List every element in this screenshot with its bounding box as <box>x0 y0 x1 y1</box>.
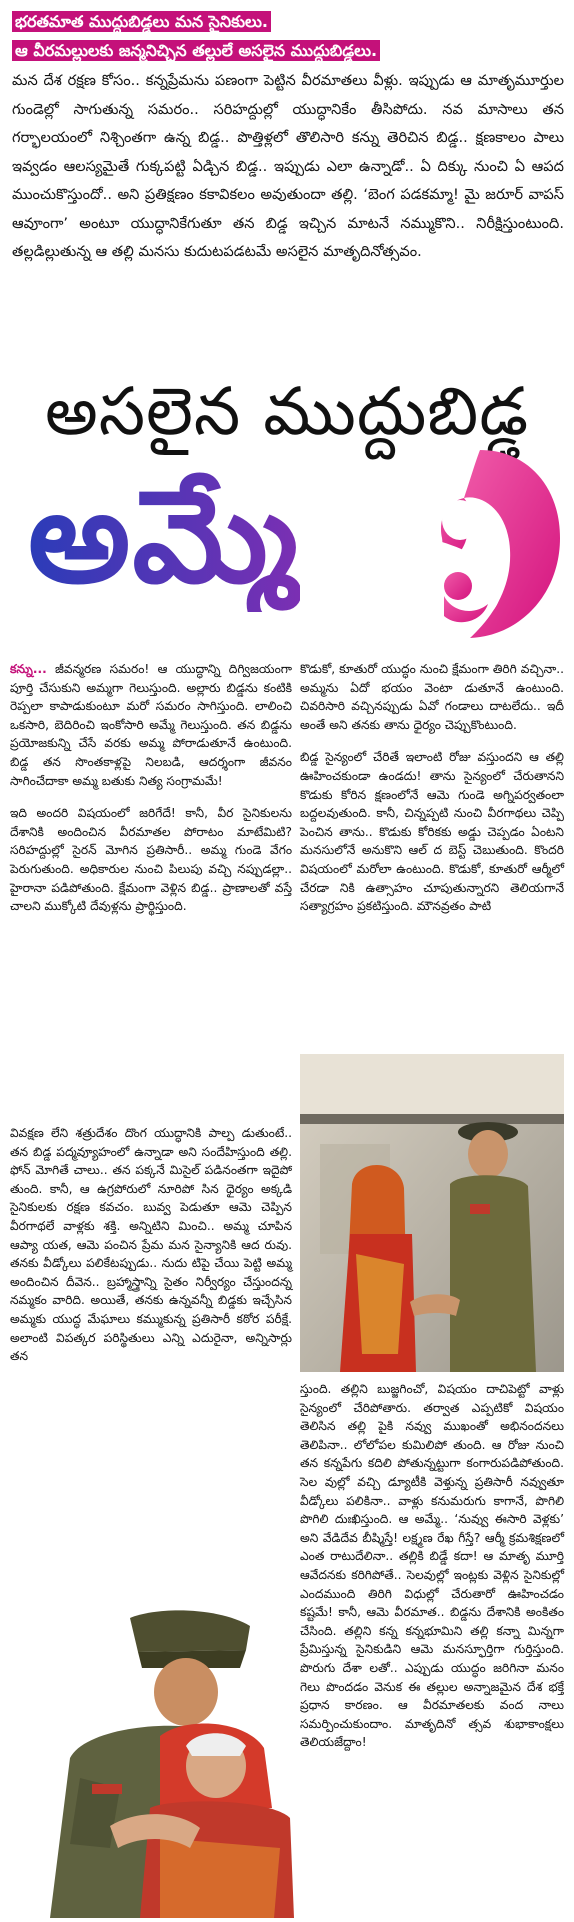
intro-highlight-1: భరతమాత ముద్దుబిడ్డలు మన సైనికులు. <box>12 11 271 32</box>
mother-soldier-station-photo <box>300 1054 564 1372</box>
article-intro <box>12 8 564 267</box>
intro-body: మన దేశ రక్షణ కోసం.. కన్నప్రేమను పణంగా పెట్టిన వీరమాతలు వీళ్లు. ఇప్పుడు ఆ మాతృమూర్తుల గుండెల్లో సాగుతున్న సమరం.. సరిహద్దుల్లో యుద్ధానికేం తీసిపోదు. నవ మాసాలు తన గర్భాలయంలో నిశ్చింతగా ఉన్న బిడ్డ.. పొత్తిళ్లలో తొలిసారి కన్ను తెరిచిన బిడ్డ.. క్షణకాలం పాలు ఇవ్వడం ఆలస్యమైతే గుక్కపట్టి ఏడ్చిన బిడ్డ.. ఇప్పుడు ఎలా ఉన్నాడో.. ఏ దిక్కు నుంచి ఏ ఆపద ముంచుకొస్తుందో.. అని ప్రతిక్షణం కకావికలం అవుతుందా తల్లి. ‘బెంగ పడకమ్మా! మై జరూర్‌ వాపస్‌ ఆవూంగా’ అంటూ యుద్ధానికేగుతూ తన బిడ్డ ఇచ్చిన మాటనే నమ్ముకొని.. నిరీక్షిస్తుంటుంది. తల్లడిల్లుతున్న ఆ తల్లి మనసు కుదుటపడటమే అసలైన మాతృదినోత్సవం. <box>12 72 564 260</box>
headline-line-2 <box>28 458 408 618</box>
left-paragraph-2: ఇది అందరి విషయంలో జరిగేదే! కానీ, వీర సైనికులను దేశానికి అందించిన వీరమాతల పోరాటం మాటేమిటి? సరిహద్దుల్లో సైరన్‌ మోగిన ప్రతిసారీ.. అమ్మ గుండె వేగం పెరుగుతుంది. అధికారుల నుంచి పిలుపు వచ్చి నప్పుడల్లా.. హైరానా పడిపోతుంది. క్షేమంగా వెళ్లిన బిడ్డ.. ప్రాణాలతో వస్తే చాలని ముక్కోటి దేవుళ్లను ప్రార్థిస్తుంది. <box>10 806 292 914</box>
left-paragraph-3: వివక్షణ లేని శత్రుదేశం దొంగ యుద్ధానికి పాల్ప డుతుంటే.. తన బిడ్డ పద్మవ్యూహంలో ఉన్నాడా అని సందేహిస్తుంది తల్లి. ఫోన్‌ మోగితే చాలు.. తన పక్కనే మిసైల్‌ పడినంతగా ఇదైపో తుంది. కానీ, ఆ ఉగ్రపోరులో నూరిపో సిన ధైర్యం అక్కడి సైనికులకు రక్షణ కవచం. బువ్వ పెడుతూ ఆమె చెప్పిన వీరగాథలే వాళ్లకు శక్తి. అన్నిటిని మించి.. అమ్మ చూపిన ఆప్యా యత, ఆమె పంచిన ప్రేమ మన సైన్యానికి ఆద రువు. తనకు వీడ్కోలు పలికేటప్పుడు.. నుదు టిపై చేయి పెట్టి అమ్మ అందించిన దీవెన.. బ్రహ్మాస్త్రాన్ని సైతం నిర్వీర్యం చేస్తుందన్న నమ్మకం వారిది. అయితే, తనకు ఉన్నవన్నీ బిడ్డకు ఇచ్చేసిన అమ్మకు యుద్ధ మేఘాలు కమ్ముకున్న ప్రతిసారీ కఠోర పరీక్షే. అలాంటి విపత్కర పరిస్థితులు ఎన్ని ఎదురైనా, అన్నిసార్లు తన <box>10 1126 292 1364</box>
soldier-hugging-mother-photo <box>10 1608 300 1918</box>
right-paragraph-3: స్తుంది. తల్లిని బుజ్జగించో, విషయం దాచిపెట్టో వాళ్లు సైన్యంలో చేరిపోతారు. తర్వాత ఎప్పటికో విషయం తెలిసిన తల్లి పైకి నవ్వు ముఖంతో అభినందనలు తెలిపినా.. లోలోపల కుమిలిపో తుంది. ఆ రోజు నుంచి తన కన్నపేగు కదిలి పోతున్నట్టుగా కంగారుపడిపోతుంది. సెల వుల్లో వచ్చి డ్యూటీకి వెళ్తున్న ప్రతిసారీ నవ్వుతూ వీడ్కోలు పలికినా.. వాళ్లు కనుమరుగు కాగానే, పొగిలి పొగిలి దుఃఖిస్తుంది. ఆ అమ్మే.. ‘నువ్వు ఈసారి వెళ్లకు’ అని వేడిదేవ బీష్మిస్తే! లక్ష్మణ రేఖ గీస్తే? ఆర్మీ క్రమశిక్షణలో ఎంత రాటుదేలినా.. తల్లికి బిడ్డే కదా! ఆ మాతృ మూర్తి ఆవేదనకు కరిగిపోతే.. సెలవుల్లో ఇంట్లకు వెళ్లిన సైనికుల్లో ఎందముంది తిరిగి విధుల్లో చేరుతారో ఊహించడం కష్టమే! కానీ, ఆమె వీరమాత.. బిడ్డను దేశానికి అంకితం చేసింది. తల్లిని కన్న కన్నభూమిని తల్లి కన్నా మిన్నగా ప్రేమిస్తున్న సైనికుడిని ఆమె మనస్ఫూర్తిగా గుర్తిస్తుంది. పొరుగు దేశా లతో.. ఎప్పుడు యుద్ధం జరిగినా మనం గెలు పొందడం వెనుక ఈ తల్లుల అన్నాజమైన దేశ భక్తే ప్రధాన కారణం. ఆ వీరమాతలకు వంద నాలు సమర్పించుకుందాం. మాతృదినో త్సవ శుభాకాంక్షలు తెలియజేద్దాం! <box>300 1382 564 1750</box>
headline-line-1: అసలైన ముద్దుబిడ్డ <box>44 373 530 450</box>
intro-highlight-2: ఆ వీరమల్లులకు జన్మనిచ్చిన తల్లులే అసలైన ముద్దుబిడ్డలు. <box>12 40 380 61</box>
right-column-bottom <box>300 1380 564 1766</box>
left-column <box>10 660 292 930</box>
mother-cradling-baby-icon <box>402 446 562 641</box>
right-paragraph-1: కొడుకో, కూతురో యుద్ధం నుంచి క్షేమంగా తిరిగి వచ్చినా.. అమ్మను ఏదో భయం వెంటా డుతూనే ఉంటుంది. చివరిసారి వచ్చినప్పుడు ఏవో గండాలు దాటలేదు.. ఇదీ అంతే అని తనకు తాను ధైర్యం చెప్పుకొంటుంది. <box>300 662 564 732</box>
left-paragraph-1: జీవన్మరణ సమరం! ఆ యుద్ధాన్ని దిగ్విజయంగా పూర్తి చేసుకుని అమ్మగా గెలుస్తుంది. అల్లారు బిడ్డను కంటికి రెప్పలా కాపాడుకుంటూ మరో సమరం సాగిస్తుంది. లాలించి ఒకసారి, బెదిరించి ఇంకోసారి అమ్మే గెలుస్తుంది. తన బిడ్డను ప్రయోజకున్ని చేసే వరకు అమ్మ పోరాడుతూనే ఉంటుంది. బిడ్డ తన సొంతకాళ్లపై నిలబడి, ఆదర్శంగా జీవనం సాగించేదాకా అమ్మ బతుకు నిత్య సంగ్రామమే! <box>10 662 292 788</box>
headline-amme: అమ్మే <box>28 463 300 612</box>
right-paragraph-2: బిడ్డ సైన్యంలో చేరితే ఇలాంటి రోజు వస్తుందని ఆ తల్లి ఊహించకుండా ఉండదు! తాను సైన్యంలో చేరుతానని కొడుకు కోరిన క్షణంలోనే ఆమె గుండె అగ్నిపర్వతంలా బద్దలవుతుంది. కానీ, చిన్నప్పటి నుంచి వీరగాథలు చెప్పి పెంచిన తాను.. కొడుకు కోరికకు అడ్డు చెప్పడం ఏంటని మనసులోనే అనుకొని ఆల్‌ ద బెస్ట్‌ చెబుతుంది. కొందరి విషయంలో మరోలా ఉంటుంది. కొడుకో, కూతురో ఆర్మీలో చేరడా నికి ఉత్సాహం చూపుతున్నారని తెలియగానే సత్యాగ్రహం ప్రకటిస్తుంది. మౌనవ్రతం పాటి <box>300 750 564 914</box>
left-column-middle <box>10 1124 292 1380</box>
right-column <box>300 660 564 930</box>
drop-lead: కన్ను... <box>10 662 47 676</box>
